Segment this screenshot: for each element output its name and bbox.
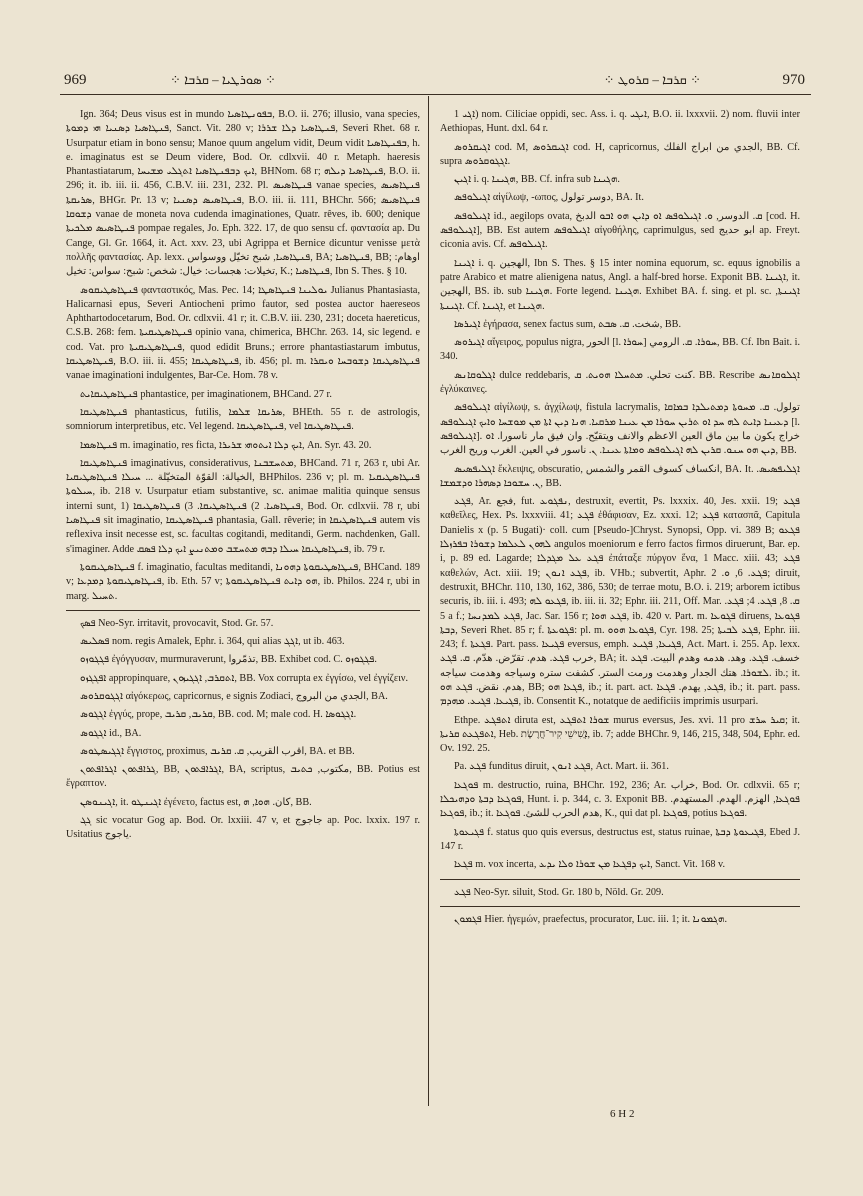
dictionary-entry: ܦܓܥܐ m. vox incerta, ܐܝܟ ܕܦܓܥܐ ܡܢ ܫܘܪܐ ܘܠܐ ܝܕܥ, Sanct. Vit. 168 v. — [454, 859, 726, 871]
dictionary-entry: ܐܓܝܢ i. q. ܗܓܝܢܐ, BB. Cf. infra sub ܗܓܝܢܐ. — [454, 174, 620, 186]
dictionary-entry: ܦܢܛܐܣܛܝܩܘܣ φανταστικός, Mas. Pec. 14; ܝܘܠܝܢܐ ܦܢܛܐܣܛܐ Julianus Phantasiasta, Halicarnasi epus, Severi Antiocheni primo fautor, sed postea auctor haereseos Aphthartodocetarum, Bod. Or. cdlxvii. 41 r; it. C.B.V. iii. 230, 231; doceta haereticus, C.S.B. 268: fem. ܦܢܛܐܣܛܝܩܝܬܐ opinio vana, chimerica, BHChr. 263. 14, sic legend. e cod. Vat. pro ܦܢܛܐܣܛܝܩܝܬܐ, quod edidit Bruns.; errore phantastiastarum imbutus, ܦܢܛܐܣܛܝܩܐ, B.O. iii. ii. 455; ܦܢܛܐܣܛܝܩܐ, ib. 456; pl. m. ܦܢܛܐܣܛܝܩܐ ܕܫܘܒܚܐ ܘܝܩܪܐ vanae imaginationi indulgentes, Bar-Ce. Hom. 78 v. — [66, 284, 421, 382]
dictionary-entry: ܐܓܓܝܣܛܘܣ ἔγγιστος, proximus, اقرب القريب, ܩ. ܩܪܝܒ, BA. et BB. — [80, 745, 355, 757]
dictionary-entry: ܦܢܛܐܣܛܝܩܐ phantasticus, futilis, ܣܪܝܩܐ ܫܠܡܐ, BHEth. 55 r. de astrologis, somniorum interpretibus, etc. Vel legend. ܦܢܛܐܣܛܝܩܐ, vel ܦܢܛܐܣܛܝܩܐ. — [66, 406, 420, 433]
dictionary-entry: ܦܢܛܐܣܡܐ m. imaginatio, res ficta, ܐܝܟ ܕܠܐ ܐܝܬܘܗܝ ܫܪܝܪܐ, An. Syr. 43. 20. — [80, 439, 372, 451]
dictionary-entry: ܦܘܓܥܐ m. destructio, ruina, BHChr. 192, 236; Ar. خراب, Bod. Or. cdlxvii. 65 r; ܦܘܓܥܐ ܕܒܬܐ ܘܕܗܝܟܠܐ, Hunt. i. p. 344, c. 3. Exponit BB. ܦܘܓܥܐ, الهزم. الهدم. المستهدم. ܦܘܓܥܐ, ib.; it. هدم الحرب للشئ. ܦܘܓܥܐ, K., qui dat pl. ܦܘܓܥܐ, potius ܦܘܓܥܐ. — [440, 779, 801, 820]
dictionary-entry: ܐܓܠܘܩܐܢܣ dulce reddebaris, كنت تحلي. ܡܬܚܠܐ ܗܘܝܬ. ܩ. BB. Rescribe ܐܓܠܘܩܐܢܣ ἐγλύκαινες. — [440, 369, 800, 396]
dictionary-entry: ܦܢܛܐܣܛܝܩܘܬܐ f. imaginatio, facultas meditandi, ܦܢܛܐܣܛܝܩܘܬܐ ܕܗܘܢܐ, BHCand. 189 v; ܦܢܛܐܣܛܝܩܘܬܐ ܕܡܕܥܐ, ib. Eth. 57 v; ܗܘ ܕܐܝܬ ܦܢܛܐܣܛܝܩܘܬܐ, ib. Philos. 224 r, ubi in marg. ܬܚܝܠ. — [66, 561, 420, 602]
section-rule — [66, 610, 420, 611]
dictionary-entry: ܦܓܝܥܘܬܐ f. status quo quis eversus, destructus est, status ruinae, ܦܓܝܥܘܬܐ ܕܒܬܐ, Ebed J. 147 r. — [440, 826, 801, 852]
dictionary-entry: ܓܪܐܦܬܘܢ ܐܓܪܐܦܬܘܢ, BB, ܐܓܪܐܦܬܘܢ, BA, scriptus, مكتوب, ܟܬܝܒ, BB. Potius est ἔγραπτον. — [66, 764, 420, 790]
section-rule — [440, 906, 800, 907]
dictionary-entry: ܓܓ sic vocatur Gog ap. Bod. Or. lxxiii. 47 v, et جاجوج ap. Poc. lxxix. 197 r. Usitatius ياجوج. — [66, 815, 420, 841]
left-running-head: ⁘ ܣܘܪܛܝܐ – ܩܪܒܐ ⁘ — [170, 72, 276, 87]
page-header — [60, 72, 811, 94]
dictionary-entry: ܐܓܝܠܘܦܣ id., aegilops ovata, ܩ. الدوسر, ܘ. ܐܓܝܠܘܦܣ ܐܘ ܕܐܝܢ ܗܘ ܐܒܘ الدبخ [cod. H. ܐܓܝܠܘܦܣ], BB. Est autem ܐܓܝܠܘܦܣ αἰγοθήλης, caprimulgus, sed ابو حديج ap. Freyt. ciconia avis. Cf. ܐܓܝܠܘܦܣ. — [440, 210, 800, 251]
column-divider — [428, 96, 429, 1106]
left-column — [66, 108, 420, 847]
dictionary-entry: ܦܢܛܐܣܛܝܩܐ imaginativus, considerativus, ܡܬܚܫܒܢܐ, BHCand. 71 r, 263 r, ubi Ar. الخيالة: القوّة المتخيّلة ... ܚܝܠܐ ܦܢܛܐܣܛܝܩܝܐ, BHPhilos. 236 v; pl. m. ܦܢܛܐܣܛܝܩܝܐ ܚܝܠܘܬܐ, ib. 218 v. Usurpatur etiam substantive, sc. animae malitia quinque sensus interni sunt, 1) ܦܢܛܐܣܝܐ. 2) ܦܢܛܐܣܛܝܩܐ. 3) ܦܢܛܐܣܛܝܩܐ, Bod. Or. cdlxvii. 78 r, ubi ܦܢܛܐܣܝܐ sit imaginatio, ܦܢܛܐܣܛܝܩܐ phantasia, Gall. rêverie; in ܦܢܛܐܣܛܝܩܐ autem vis reflexiva insit necesse est, sc. facultas cogitandi, meditandi, Germ. nachdenken, Gall. s'imaginer. Adde ܦܢܛܐܣܛܝܩܐ ܚܝܠܐ ܕܒܗ ܡܬܚܫܒ ܘܡܬܢܝܨ ܐܝܟ ܕܠܐ ܦܣܩ, ib. 79 r. — [66, 457, 421, 555]
header-rule — [60, 94, 811, 95]
dictionary-entry: ܦܓܥ, Ar. فجع, fut. ܢܦܓܘܥ, destruxit, evertit, Ps. lxxxix. 40, Jes. xxii. 19; ܦܓܥ καθεῖλες, Hex. Ps. lxxxviii. 41; ܦܓܥ ἐθάφισαν, Ez. xxxi. 12; ܦܓܥ κατασπᾶ, Capitula Danielis x (p. 5 Bugati)· coll. cum [Pseudo-]Chryst. Synopsi, Opp. vi. 389 B; ܦܓܥܘ ܠܗܘܢ ܠܥܠܡܐ ܕܫܘܪܐ ܒܦܪܙܠܐ angulos moeniorum e ferro factos firmos diruerunt, Bar. ep. i, p. 89 ed. Lagarde; ܦܓܥ ܥܠ ܡܓܕܠܐ ἐπάταξε πύργον ἕνα, 1 Macc. xiii. 43; ܦܓܥ καθελών, Act. xiii. 19; ܦܓܥ ܐܢܘܢ, ib. VHb.; subvertit, Aphr. ܦܓܥ. 6, ܘ. 2; diruit, destruxit, BHChr. 110, 130, 162, 386, 530; de terrae motu, B.O. i. 219; arborem ictibus securis, ib. iii. i. 493; ܦܓܥܘ ܠܗ, ib. iii. ii. 32; Ephr. iii. 211, Off. Mar. ܩ. 8, ܦܓܥ. 4; ܦܓܥ. 5 a f.; ܦܓܥ ܠܡܕܢܚܐ, Jac. Sar. 156 r; ܦܓܥ ܗܘܐ, ib. 420 v. Part. m. ܦܓܘܥܐ diruens, ܦܓܘܥܐ ܕܒܬܐ, Severi Rhet. 85 r; f. ܦܓܘܥܬܐ: pl. m. ܦܓܘܥܐ ܗܘܘ, Cyr. 198. 25; ܦܓܥ ܠܒܝܬܐ, Ephr. iii. 243; f. ܦܓܥܬܐ. Part. pass. ܦܓܝܥܐ eversus, emph. ܦܓܝܥܐ, ܦܓܝܥ, Act. Mart. i. 255. Ap. lexx. خرب ܦܓܥ. هدم. تقرّض. هدّم. ܩ. ܦܓܥ, BA; it. خسف. ܦܓܥ. وهد. هدمه وهدم البيت. ܦܓܥ ܠܫܘܪܐ. هتك الجدار وهدمت ورمت الستر. كشفت ستره وسياجه وهدمت سياجه. ib.; it. هدم. نقض. ܦܓܥ ܗܘ, BB; ܦܓܥܐ ܗܘ, ib.; it. part. act. ܦܓܥ, يهدم. ܦܓܥܐ, ib.; it. part. pass. ܦܓܝܥܐ. ܦܓܝܥ. ܡܗܕܡ, ib. Consentit K., notatque de aedificiis imprimis usurpari. — [440, 496, 801, 708]
dictionary-entry: ܐܓܝܩܪܘܣ cod. M, ܐܓܝܩܪܘܣ cod. H, capricornus, الجدي من ابراج الفلك, BB. Cf. supra ܐܓܓܘܩܪܘܣ. — [440, 141, 800, 167]
dictionary-entry: Pa. ܦܓܥ funditus diruit, ܦܓܥ ܐܢܘܢ, Act. Mart. ii. 361. — [454, 761, 669, 773]
dictionary-entry: ܐܓܝܪܘܣ αἴγειρος, populus nigra, الحور [l. ܚܘܪܐ] ܚܘܪܐ. ܩ. الرومي, BB. Cf. Ibn Bait. i. 340. — [440, 337, 800, 363]
dictionary-entry: ܐܓܠܝܦܣܝܣ ἔκλειψις, obscuratio, انكساف كسوف القمر والشمس, BA. It. ܐܓܠܝܦܣܝܣ. ܢ. ܚܫܘܟܐ ܕܣܗܪܐ ܘܕܫܡܫܐ, BB. — [440, 463, 801, 489]
dictionary-entry: ܐܓܓܘܩܪܘܣ αἰγόκερως, capricornus, e signis Zodiaci, الجدي من البروج, BA. — [80, 690, 388, 702]
dictionary-entry: ܐܦܓܓܙܘ appropinquare, ܐܬܩܪܒ, ܐܓܓܝܙܘܢ, BB. Vox corrupta ex ἐγγίσω, vel ἐγγίζειν. — [80, 672, 409, 684]
section-rule — [440, 879, 800, 880]
dictionary-entry: ܐܓܝܢܘܣܢ, it. ܐܓܝܢܛܘ ἐγένετο, factus est, كان. ܗܘܐ, ܗ, BB. — [80, 796, 312, 808]
dictionary-entry: ܐܓܓܘܣ id., BA. — [80, 727, 142, 739]
dictionary-entry: ܐܓܝܪܣܐ ἐγήρασα, senex factus sum, شخت. ܩ. ܣܒܬ, BB. — [454, 318, 681, 330]
dictionary-entry: ܦܓܥ Neo-Syr. siluit, Stod. Gr. 180 b, Nöld. Gr. 209. — [454, 886, 664, 898]
dictionary-entry: ܦܓܡܘܢ Hier. ἡγεμών, praefectus, procurator, Luc. iii. 1; it. ܗܓܡܘܢܐ. — [454, 913, 727, 925]
dictionary-entry: ܦܣܠܝܣ nom. regis Amalek, Ephr. i. 364, qui alias ܐܓܓ, ut ib. 463. — [80, 636, 345, 648]
dictionary-entry: ܐܓܓܘܣ ἐγγύς, prope, ܩܪܝܒ, ܩܪܝܒ, BB. cod. M; male cod. H. ܐܓܓܘܣܐ. — [80, 709, 357, 721]
right-page-number: 970 — [782, 72, 805, 88]
dictionary-entry: ܐܓܝܢܐ i. q. الهجين, Ibn S. Thes. § 15 inter nomina equorum, sc. equus ignobilis a patre Arabico et matre alienigena natus, Angl. a half-bred horse. Exponit BB. ܐܓܝܢܐ, it. الهجين, BS. ib. sub ܗܓܝܢܐ. Forte legend. ܗܓܝܢܐ. Exhibet BA. f. sing. et pl. sc. ܐܓܝܢܬܐ, ܐܓܝܢܬܐ. Cf. ܐܓܝܢܐ, et ܗܓܝܢܐ. — [440, 257, 800, 312]
right-running-head: ⁘ ܩܪܒܐ – ܩܪܘܛ ⁘ — [603, 72, 701, 87]
signature-mark: 6 H 2 — [610, 1108, 635, 1120]
dictionary-entry: ܐܓܝܠܘܦܣ αἰγίλωψ, s. ἀγχίλωψ, fistula lacrymalis, تولول. ܩ. ܡܚܘܬܐ ܕܡܬܝܠܕܐ ܒܡܐܩܐ ܕܥܝܢܐ ܕܐܝܬ ܠܗ ܚܕ ܐܘ ܬܪܝܢ ܚܘܪܐ ܡܢ ܥܝܢܐ ܡܪܩܝܐ. ܗܢܐ ܕܝܢ ܐܬܐ ܡܢ ܡܘܫܚܐ ܘܐܝܟ ܐܓܝܠܘܦܣ [l. ܐܓܝܠܘܦܣ]. خراج يكون ما بين ماق العين الاعظم والانف ويتقيّح. وان فيق مار ناسورا. ܐܘ ܕܝܢ ܗܘ ܚܢܘ. ܩܪܝܢ ܠܗ ܐܓܝܠܘܦܣ ܘܡܐܬܐ ܥܝܢܐ. ܢ. ناسور في العين. الغرب وريح الغرب, BB. — [440, 402, 800, 457]
dictionary-entry: Ethpe. ܐܬܦܓܥ diruta est, ܫܘܪܐ ܐܬܦܓܥ murus eversus, Jes. xvi. 11 pro ܩܝܪ ܚܪܫ; it. ܐܬܦܓܥܬ ܩܪܝܬܐ, Heb. ܐֲשִׁישֵׁי קִיר־חֲרֶשֶׂת, ib. 7; adde BHChr. 9, 146, 215, 348, 504, Ephr. ed. Ov. 192. 25. — [440, 714, 800, 755]
dictionary-entry: ܦܣܟ Neo-Syr. irritavit, provocavit, Stod. Gr. 57. — [80, 617, 274, 629]
dictionary-entry: ܦܓܓܘܙܘ ἐγόγγυσαν, murmuraverunt, تذمّروا, BB. Exhibet cod. C. ܦܓܓܘܙܘ. — [80, 654, 377, 666]
dictionary-entry: ܐܓܝܠܘܦܣ αἰγίλωψ, -ωπος, دوسر تولول, BA. It. — [454, 192, 644, 204]
right-column — [440, 108, 800, 931]
left-page-number: 969 — [64, 72, 87, 88]
dictionary-entry: ܦܢܛܐܣܛܝܩܐܝܬ phantastice, per imaginationem, BHCand. 27 r. — [80, 388, 332, 400]
dictionary-entry: Ign. 364; Deus visus est in mundo ܒܦܘܢܛܐܣܝܐ, B.O. ii. 276; illusio, vana species, ܦܢܛܐܣܝܐ ܕܣܢܝܐ ܗܝ ܕܡܘܬܐ, Sanct. Vit. 280 v; ܦܢܛܐܣܝܐ ܕܠܐ ܫܪܪܐ, Severi Rhet. 68 r. Usurpatur etiam in bono sensu; Manoe quum angelum vidit, Deum vidit ܒܦܢܛܐܣܝܐ, h. e. imaginatus est se Deum videre, Bod. Or. cdlxvii. 40 r. Metaph. haeresis Phantastiatarum, ܐܝܟ ܕܒܦܢܛܐܣܝܐ ܐܬܓܠܝ ܡܫܝܚܐ, BHNom. 68 r; ܦܢܛܐܣܝܐ ܕܝܠܗ, B.O. ii. 296; it. ib. iii. ii. 456, C.B.V. iii. 231, 232. Pl. ܦܢܛܐܣܝܣ vanae species, ܦܢܛܐܣܝܣ ܣܪܝܩܬܐ, BHGr. Pr. 13 v; ܦܢܛܐܣܝܣ ܕܣܢܝܐ, B.O. iii. ii. 111, BHChr. 566; ܦܢܛܐܣܝܣ ܕܫܘܩܐ vanae de moneta nova cudenda imaginationes, Quatr. rêves, ib. 600; denique ܦܢܛܐܣܝܣ ܡܠܟܝܬܐ pompae regales, Jo. Eph. 322. 17, de quo sensu cf. φαντασία ap. Du Cange, Gl. Gr. 1664, it. Act. xxv. 23, ubi Agrippa et Bernice dicuntur venisse μετὰ πολλῆς φαντασίας. Ap. lexx. ܦܢܛܐܣܝܐ, شبح تخيّل ووسواس, BA; ܦܢܛܐܣܝܐ, BB; اوهام: تخيلات: هجسات: خيال: شخص: شبح: سواس: تخيل, K.; ܦܢܛܐܣܝܐ, Ibn S. Thes. § 10. — [66, 109, 421, 278]
dictionary-entry: ܐܓܝ 1) nom. Ciliciae oppidi, sec. Ass. i. q. ܐܝܓܝ, B.O. ii. lxxxvii. 2) nom. fluvii inter Aethiopas, Hunt. dxl. 64 r. — [440, 109, 800, 135]
